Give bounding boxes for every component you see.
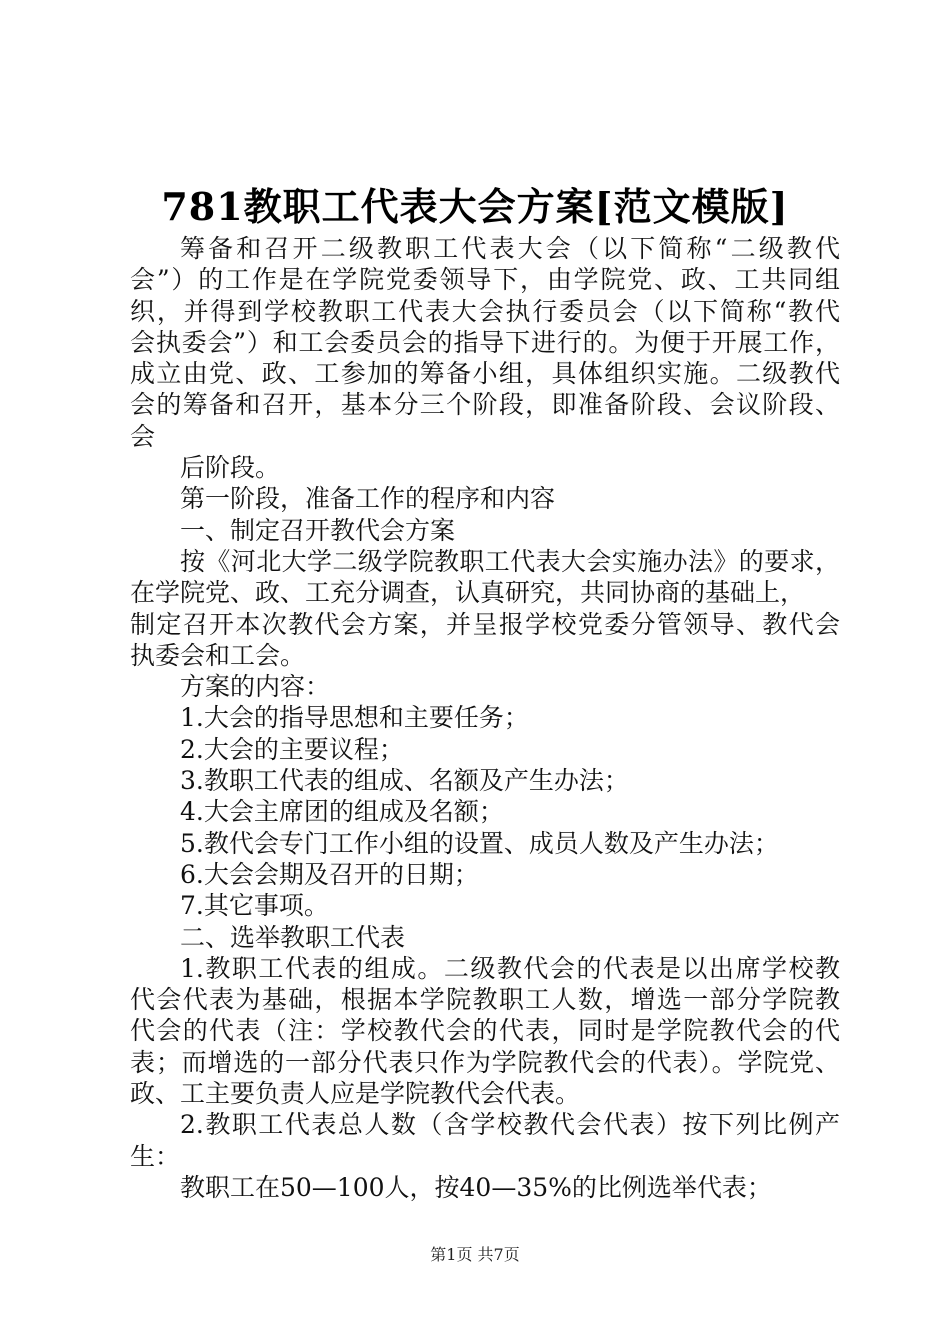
- text-line: 织，并得到学校教职工代表大会执行委员会（以下简称“教代: [130, 296, 840, 326]
- text-line: 代会的代表（注：学校教代会的代表，同时是学院教代会的代: [130, 1016, 840, 1046]
- text-line: 1.大会的指导思想和主要任务；: [180, 703, 529, 733]
- text-line: 生：: [130, 1141, 181, 1171]
- text-line: 3.教职工代表的组成、名额及产生办法；: [180, 766, 629, 796]
- text-line: 会”）的工作是在学院党委领导下，由学院党、政、工共同组: [130, 265, 840, 295]
- text-line: 筹备和召开二级教职工代表大会（以下简称“二级教代: [180, 234, 840, 263]
- text-line: 执委会和工会。: [130, 640, 306, 670]
- text-line: 5.教代会专门工作小组的设置、成员人数及产生办法；: [180, 828, 779, 858]
- text-line: 会的筹备和召开，基本分三个阶段，即准备阶段、会议阶段、: [130, 390, 840, 420]
- text-line: 按《河北大学二级学院教职工代表大会实施办法》的要求，: [180, 546, 840, 576]
- text-line: 会执委会”）和工会委员会的指导下进行的。为便于开展工作，: [130, 327, 840, 357]
- document-title: 781教职工代表大会方案[范文模版]: [161, 184, 789, 229]
- text-line: 2.大会的主要议程；: [180, 734, 404, 764]
- text-line: 7.其它事项。: [180, 891, 329, 921]
- text-line: 方案的内容：: [180, 672, 331, 702]
- text-line: 1.教职工代表的组成。二级教代会的代表是以出席学校教: [180, 953, 840, 983]
- text-line: 后阶段。: [180, 453, 281, 483]
- page-footer: 第1页 共7页: [430, 1245, 520, 1264]
- text-line: 在学院党、政、工充分调查，认真研究，共同协商的基础上，: [130, 578, 806, 608]
- document-body: [130, 233, 840, 1203]
- text-line: 成立由党、政、工参加的筹备小组，具体组织实施。二级教代: [130, 359, 840, 389]
- text-line: 表；而增选的一部分代表只作为学院教代会的代表）。学院党、: [130, 1047, 840, 1077]
- text-line: 会: [130, 421, 156, 451]
- text-line: 二、选举教职工代表: [180, 922, 406, 952]
- text-line: 制定召开本次教代会方案，并呈报学校党委分管领导、教代会: [130, 609, 840, 639]
- text-line: 4.大会主席团的组成及名额；: [180, 797, 504, 827]
- text-line: 第一阶段，准备工作的程序和内容: [180, 484, 556, 514]
- text-line: 政、工主要负责人应是学院教代会代表。: [130, 1079, 581, 1109]
- text-line: 代会代表为基础，根据本学院教职工人数，增选一部分学院教: [130, 985, 840, 1015]
- text-line: 2.教职工代表总人数（含学校教代会代表）按下列比例产: [180, 1110, 840, 1140]
- text-line: 教职工在50—100人，按40—35%的比例选举代表；: [180, 1172, 772, 1202]
- text-line: 6.大会会期及召开的日期；: [180, 859, 479, 889]
- text-line: 一、制定召开教代会方案: [180, 515, 456, 545]
